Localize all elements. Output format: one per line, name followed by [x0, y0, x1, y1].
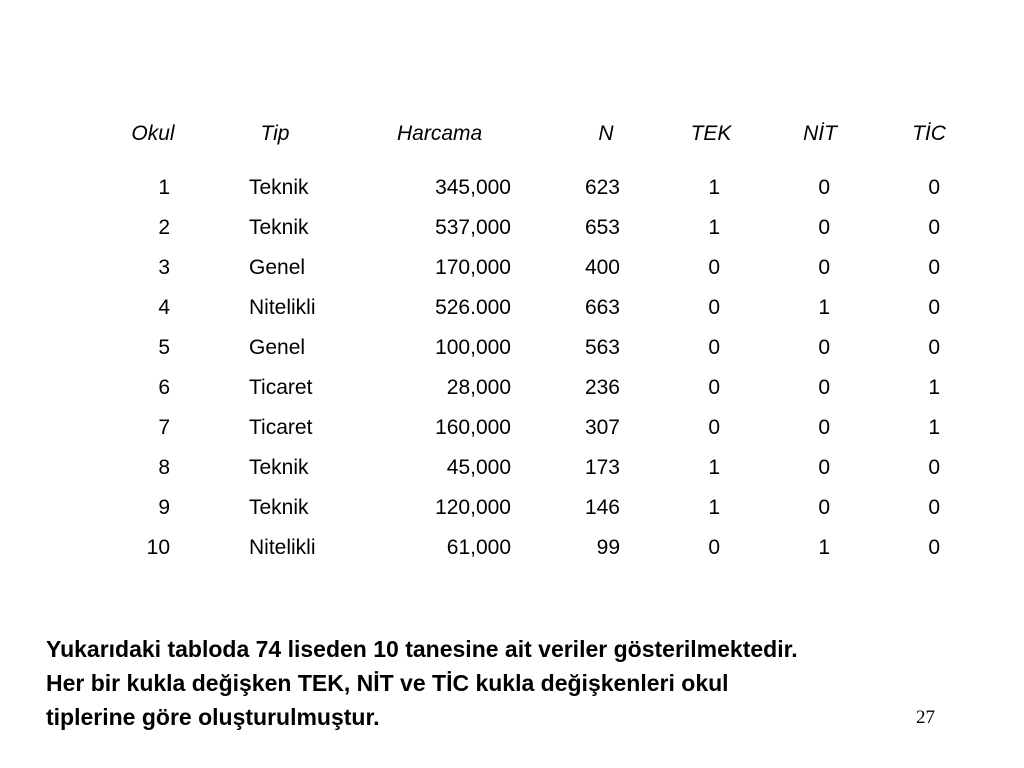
cell-tip: Teknik: [249, 456, 309, 479]
cell-okul: 4: [158, 296, 170, 319]
cell-tek: 1: [708, 176, 720, 199]
header-tic: TİC: [912, 122, 946, 145]
header-okul: Okul: [131, 122, 175, 145]
cell-tic: 0: [928, 296, 940, 319]
header-nit: NİT: [803, 122, 837, 145]
cell-nit: 0: [818, 216, 830, 239]
cell-tip: Nitelikli: [249, 536, 316, 559]
header-tip: Tip: [260, 122, 290, 145]
cell-tip: Nitelikli: [249, 296, 316, 319]
cell-tek: 0: [708, 416, 720, 439]
cell-nit: 0: [818, 176, 830, 199]
header-tek: TEK: [690, 122, 732, 145]
cell-tic: 0: [928, 456, 940, 479]
caption-line: Yukarıdaki tabloda 74 liseden 10 tanesine ait veriler gösterilmektedir.: [46, 636, 798, 662]
cell-n: 400: [584, 256, 620, 279]
cell-tic: 0: [928, 176, 940, 199]
cell-harcama: 61,000: [446, 536, 511, 559]
cell-tek: 0: [708, 296, 720, 319]
cell-tic: 0: [928, 536, 940, 559]
cell-okul: 10: [146, 536, 170, 559]
page-number: 27: [916, 707, 935, 728]
cell-n: 623: [584, 176, 620, 199]
header-harcama: Harcama: [397, 122, 483, 145]
cell-n: 307: [584, 416, 620, 439]
cell-harcama: 170,000: [435, 256, 511, 279]
cell-tek: 1: [708, 456, 720, 479]
cell-okul: 6: [158, 376, 170, 399]
cell-harcama: 537,000: [435, 216, 511, 239]
cell-tic: 0: [928, 336, 940, 359]
cell-harcama: 526.000: [435, 296, 511, 319]
cell-tek: 1: [708, 216, 720, 239]
cell-tek: 0: [708, 256, 720, 279]
cell-okul: 9: [158, 496, 170, 519]
cell-nit: 0: [818, 456, 830, 479]
cell-nit: 0: [818, 496, 830, 519]
cell-n: 236: [584, 376, 620, 399]
cell-harcama: 28,000: [446, 376, 511, 399]
cell-harcama: 120,000: [435, 496, 511, 519]
cell-n: 663: [584, 296, 620, 319]
cell-n: 563: [584, 336, 620, 359]
cell-tip: Ticaret: [249, 416, 313, 439]
cell-tek: 0: [708, 376, 720, 399]
caption-line: tiplerine göre oluşturulmuştur.: [46, 704, 380, 730]
cell-nit: 0: [818, 376, 830, 399]
cell-harcama: 100,000: [435, 336, 511, 359]
cell-n: 146: [584, 496, 620, 519]
cell-okul: 7: [158, 416, 170, 439]
cell-nit: 1: [818, 296, 830, 319]
cell-tip: Teknik: [249, 496, 309, 519]
cell-okul: 3: [158, 256, 170, 279]
cell-tic: 0: [928, 256, 940, 279]
cell-okul: 2: [158, 216, 170, 239]
cell-tek: 1: [708, 496, 720, 519]
cell-tek: 0: [708, 336, 720, 359]
cell-tic: 1: [928, 416, 940, 439]
cell-tic: 0: [928, 496, 940, 519]
header-n: N: [598, 122, 614, 145]
cell-okul: 5: [158, 336, 170, 359]
cell-okul: 1: [158, 176, 170, 199]
cell-tic: 1: [928, 376, 940, 399]
cell-okul: 8: [158, 456, 170, 479]
cell-harcama: 160,000: [435, 416, 511, 439]
cell-harcama: 45,000: [446, 456, 511, 479]
cell-tek: 0: [708, 536, 720, 559]
cell-tic: 0: [928, 216, 940, 239]
cell-tip: Teknik: [249, 216, 309, 239]
cell-harcama: 345,000: [435, 176, 511, 199]
cell-n: 653: [584, 216, 620, 239]
cell-tip: Teknik: [249, 176, 309, 199]
cell-nit: 0: [818, 256, 830, 279]
cell-nit: 0: [818, 336, 830, 359]
caption-line: Her bir kukla değişken TEK, NİT ve TİC kukla değişkenleri okul: [46, 670, 729, 696]
cell-tip: Ticaret: [249, 376, 313, 399]
cell-tip: Genel: [249, 256, 306, 279]
cell-n: 99: [596, 536, 620, 559]
cell-tip: Genel: [249, 336, 306, 359]
cell-n: 173: [584, 456, 620, 479]
cell-nit: 0: [818, 416, 830, 439]
caption-paragraph: [46, 632, 996, 734]
cell-nit: 1: [818, 536, 830, 559]
